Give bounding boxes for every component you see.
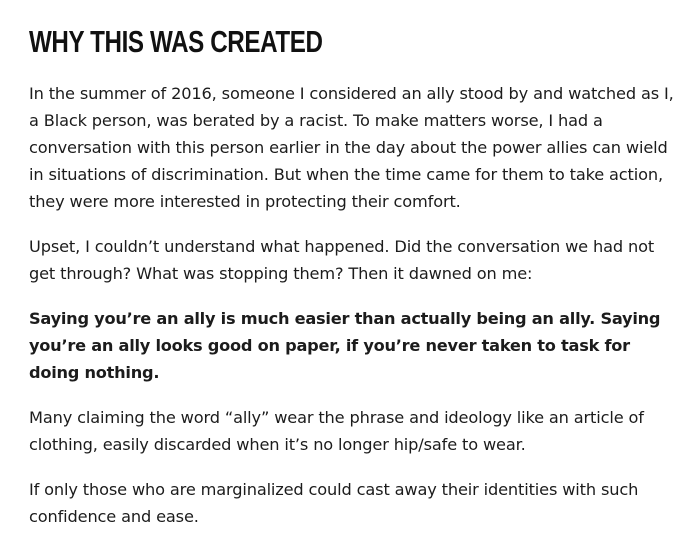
paragraph-ally-clothing: Many claiming the word “ally” wear the phrase and ideology like an article of clothing, easily discarded when it’s no longer hip/safe to wear. [29,408,644,454]
article [29,22,674,548]
section-heading: WHY THIS WAS CREATED [29,24,323,59]
paragraph-upset: Upset, I couldn’t understand what happened. Did the conversation we had not get through? What was stopping them? Then it dawned on me: [29,237,655,283]
paragraph-emphasis: Saying you’re an ally is much easier than actually being an ally. Saying you’re an ally looks good on paper, if you’re never taken to task for doing nothing. [29,309,661,382]
paragraph-marginalized: If only those who are marginalized could cast away their identities with such confidence and ease. [29,480,639,526]
paragraph-summer-2016: In the summer of 2016, someone I considered an ally stood by and watched as I, a Black person, was berated by a racist. To make matters worse, I had a conversation with this person earlier in the day about the power allies can wield in situations of discrimination. But when the time came for them to take action, they were more interested in protecting their comfort. [29,84,674,211]
